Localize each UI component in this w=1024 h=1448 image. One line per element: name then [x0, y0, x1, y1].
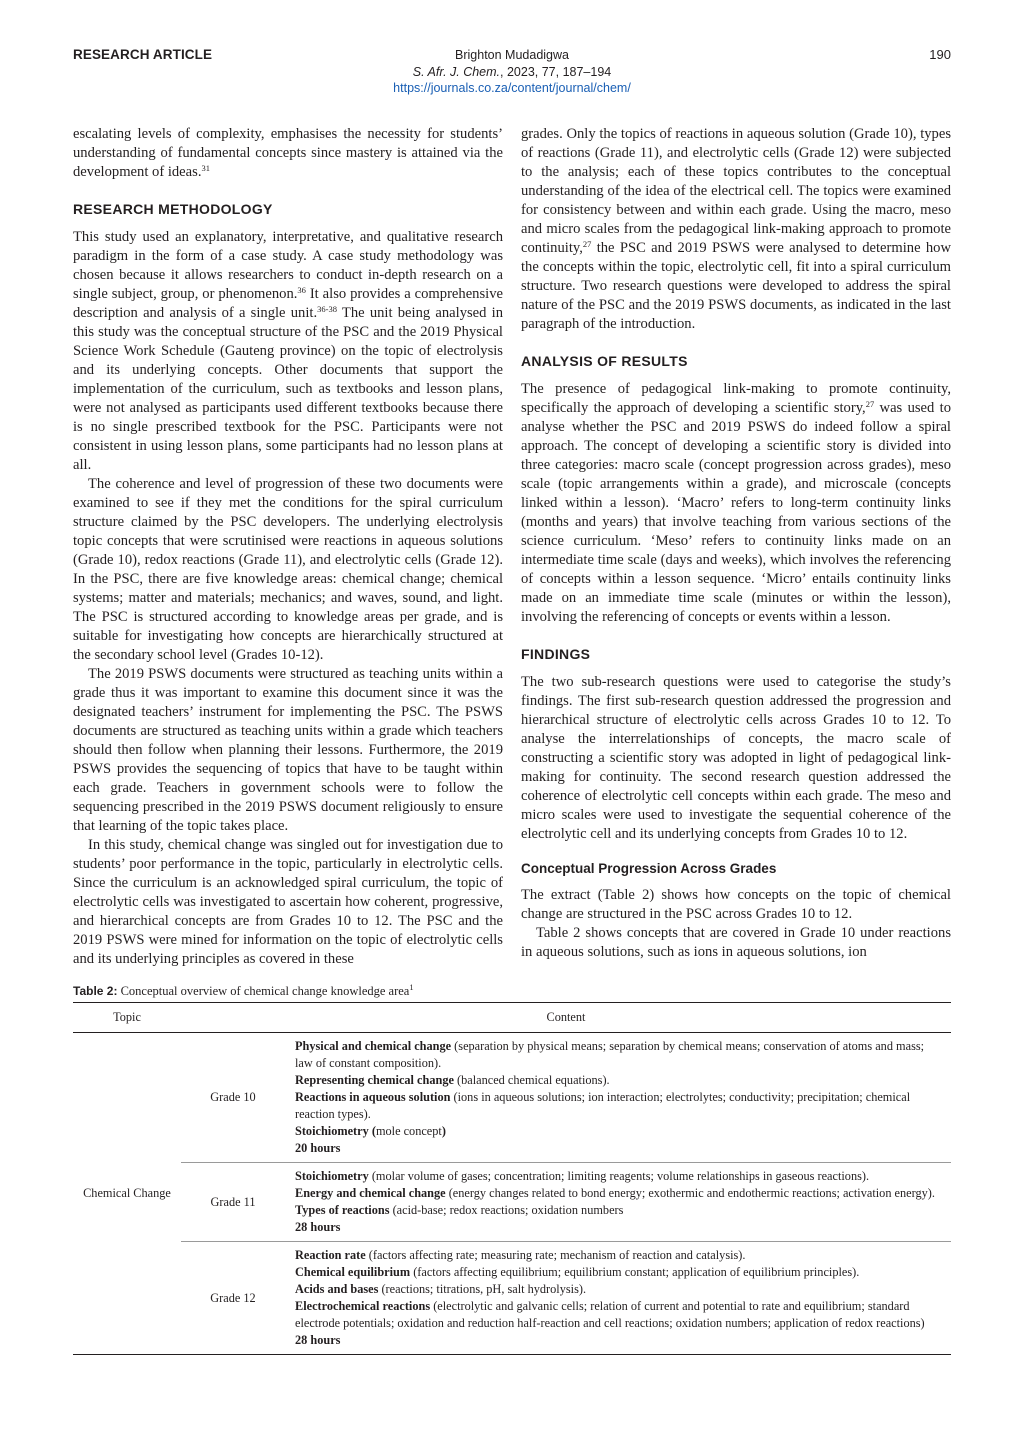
content-item: Chemical equilibrium (factors affecting equilibrium; equilibrium constant; application of equilibrium principles). [295, 1265, 860, 1279]
table-header-row [73, 1003, 951, 1033]
citation-block [0, 47, 1024, 97]
content-item: Electrochemical reactions (electrolytic and galvanic cells; relation of current and potential to rate and equilibrium; standard electrode potentials; oxidation and reduction half-reaction and cell reactions; oxidation numbers; application of redox reactions) [295, 1299, 925, 1330]
section-label: RESEARCH ARTICLE [73, 47, 213, 62]
findings-paragraph: The two sub-research questions were used to categorise the study’s findings. The first sub-research question addressed the progression and hierarchical structure of electrolytic cells across Grades 10 to 12. To analyse the interrelationships of concepts, the macro scale of constructing a scientific story was adopted in light of pedagogical link-making for continuity. The second research question addressed the coherence of electrolytic cell concepts within each grade. The meso and micro scales were used to investigate the sequential coherence of the electrolytic cell and its underlying concepts from Grades 10 to 12. [521, 674, 951, 842]
journal-name: S. Afr. J. Chem. [412, 64, 501, 79]
hours-label: 20 hours [295, 1141, 341, 1155]
topic-column-header: Topic [73, 1003, 181, 1033]
content-item: Representing chemical change (balanced chemical equations). [295, 1073, 610, 1087]
content-item: Physical and chemical change (separation by physical means; separation by chemical means; conservation of atoms and mass; law of constant composition). [295, 1039, 925, 1070]
methodology-paragraph-5: grades. Only the topics of reactions in aqueous solution (Grade 10), types of reactions (Grade 11), and electrolytic cells (Grade 12) were subjected to the analysis; each of these topics contributes to the conceptual understanding of the idea of the electrical cell. The topics were examined for consistency between and within each grade. Using the macro, meso and micro scales from the pedagogical link-making approach to promote continuity,$^{27}$ the PSC and 2019 PSWS were analysed to determine how the concepts within the topic, electrolytic cell, fit into a spiral curriculum structure. Two research questions were developed to address the spiral nature of the PSC and the 2019 PSWS documents, as indicated in the last paragraph of the introduction. [521, 126, 951, 332]
content-column-header: Content [181, 1003, 951, 1033]
content-cell [285, 1242, 951, 1355]
journal-url-link[interactable]: https://journals.co.za/content/journal/chem/ [393, 81, 631, 95]
progression-paragraph-1: The extract (Table 2) shows how concepts on the topic of chemical change are structured in the PSC across Grades 10 to 12. [521, 887, 951, 922]
content-cell [285, 1033, 951, 1163]
table-row [73, 1242, 951, 1355]
left-column [73, 125, 503, 969]
table-label: Table 2: [73, 984, 118, 998]
right-column [521, 125, 951, 962]
page-number: 190 [929, 47, 951, 62]
analysis-heading: ANALYSIS OF RESULTS [521, 353, 688, 369]
topic-cell: Chemical Change [73, 1033, 181, 1355]
content-item: Stoichiometry (molar volume of gases; concentration; limiting reagents; volume relationships in gaseous reactions). [295, 1169, 870, 1183]
methodology-paragraph-4: In this study, chemical change was singled out for investigation due to students’ poor performance in the topic, particularly in electrolytic cells. Since the curriculum is an acknowledged spiral curriculum, the topic of electrolytic cells was investigated to ascertain how coherent, progressive, and hierarchical concepts are from Grades 10 to 12. The PSC and the 2019 PSWS were mined for information on the topic of electrolytic cells and its underlying principles as covered in these [73, 837, 503, 967]
progression-subheading: Conceptual Progression Across Grades [521, 861, 777, 876]
content-item: Energy and chemical change (energy changes related to bond energy; exothermic and endothermic reactions; activation energy). [295, 1186, 935, 1200]
methodology-paragraph-1: This study used an explanatory, interpretative, and qualitative research paradigm in the form of a case study. A case study methodology was chosen because it allows researchers to conduct in-depth research on a single subject, group, or phenomenon.$^{36}$ It also provides a comprehensive description and analysis of a single unit.$^{36-38}$ The unit being analysed in this study was the conceptual structure of the PSC and the 2019 Physical Science Work Schedule (Gauteng province) on the topic of electrolysis and its underlying concepts. Other documents that support the implementation of the curriculum, such as textbooks and lesson plans, were not analysed as participants used different textbooks because there is no single prescribed textbook for the PSC. Participants were not consistent in using lesson plans, some participants had no lesson plans at all. [73, 229, 504, 473]
reference-marker: 36 [297, 285, 306, 295]
page-header [0, 0, 1024, 110]
reference-marker: 27 [582, 239, 592, 249]
analysis-paragraph: The presence of pedagogical link-making to promote continuity, specifically the approach of developing a scientific story,$^{27}$ was used to analyse whether the PSC and 2019 PSWS do indeed follow a spiral approach. The concept of developing a scientific story is divided into three categories: macro scale (concept progression across grades), meso scale (topic arrangements within a grade), and microscale (concepts linked within a lesson). ‘Macro’ refers to long-term continuity links (months and years) that involve teaching from various sections of the science curriculum. ‘Meso’ refers to continuity links made on an intermediate time scale (days and weeks), which involves the referencing of concepts within a lesson sequence. ‘Micro’ entails continuity links made on an immediate time scale (minutes or within the lesson), involving the referencing of concepts or events within a lesson. [521, 381, 951, 625]
reference-marker: 27 [865, 399, 875, 409]
grade-cell: Grade 10 [210, 1090, 256, 1104]
reference-marker: 31 [201, 163, 210, 173]
content-item: Types of reactions (acid-base; redox reactions; oxidation numbers [295, 1203, 624, 1217]
table-caption: Table 2: Conceptual overview of chemical change knowledge area$^1$ [73, 982, 414, 998]
content-item: Stoichiometry (mole concept) [295, 1124, 446, 1138]
chemical-change-table [73, 1002, 951, 1355]
findings-heading: FINDINGS [521, 646, 591, 662]
intro-paragraph-end: escalating levels of complexity, emphasises the necessity for students’ understanding of fundamental concepts since mastery is attained via the development of ideas.$^{31}$ [73, 126, 503, 180]
table-row [73, 1163, 951, 1242]
methodology-heading: RESEARCH METHODOLOGY [73, 201, 273, 217]
hours-label: 28 hours [295, 1333, 341, 1347]
methodology-paragraph-3: The 2019 PSWS documents were structured as teaching units within a grade thus it was important to examine this document since it was the designated teachers’ instrument for implementing the PSC. The PSWS documents are structured as teaching units within a grade which teachers should then follow when planning their lessons. Furthermore, the 2019 PSWS provides the sequencing of topics that have to be taught within each grade. Teachers in government schools were to follow the sequencing prescribed in the 2019 PSWS document religiously to ensure that learning of the topic takes place. [73, 666, 503, 834]
content-item: Reactions in aqueous solution (ions in aqueous solutions; ion interaction; electrolytes; conductivity; precipitation; chemical reaction types). [295, 1090, 911, 1121]
reference-marker: 1 [409, 982, 414, 992]
reference-marker: 36-38 [317, 304, 337, 314]
grade-cell: Grade 11 [181, 1163, 285, 1242]
journal-citation [0, 64, 1024, 81]
table-row [73, 1033, 951, 1163]
volume-pages: , 2023, 77, 187–194 [500, 64, 612, 79]
grade-cell: Grade 12 [181, 1242, 285, 1355]
author-name: Brighton Mudadigwa [455, 48, 569, 62]
content-cell [285, 1163, 951, 1242]
progression-paragraph-2: Table 2 shows concepts that are covered in Grade 10 under reactions in aqueous solutions, such as ions in aqueous solutions, ion [521, 925, 951, 960]
methodology-paragraph-2: The coherence and level of progression of these two documents were examined to see if they met the conditions for the spiral curriculum structure claimed by the PSC developers. The underlying electrolysis topic concepts that were scrutinised were reactions in aqueous solutions (Grade 10), redox reactions (Grade 11), and electrolytic cells (Grade 12). In the PSC, there are five knowledge areas: chemical change; chemical systems; matter and materials; mechanics; and waves, sound, and light. The PSC is structured according to knowledge areas per grade, and is suitable for investigating how concepts are hierarchically structured at the secondary school level (Grades 10-12). [73, 476, 503, 663]
hours-label: 28 hours [295, 1220, 341, 1234]
content-item: Reaction rate (factors affecting rate; measuring rate; mechanism of reaction and catalysis). [295, 1248, 746, 1262]
content-item: Acids and bases (reactions; titrations, pH, salt hydrolysis). [295, 1282, 587, 1296]
